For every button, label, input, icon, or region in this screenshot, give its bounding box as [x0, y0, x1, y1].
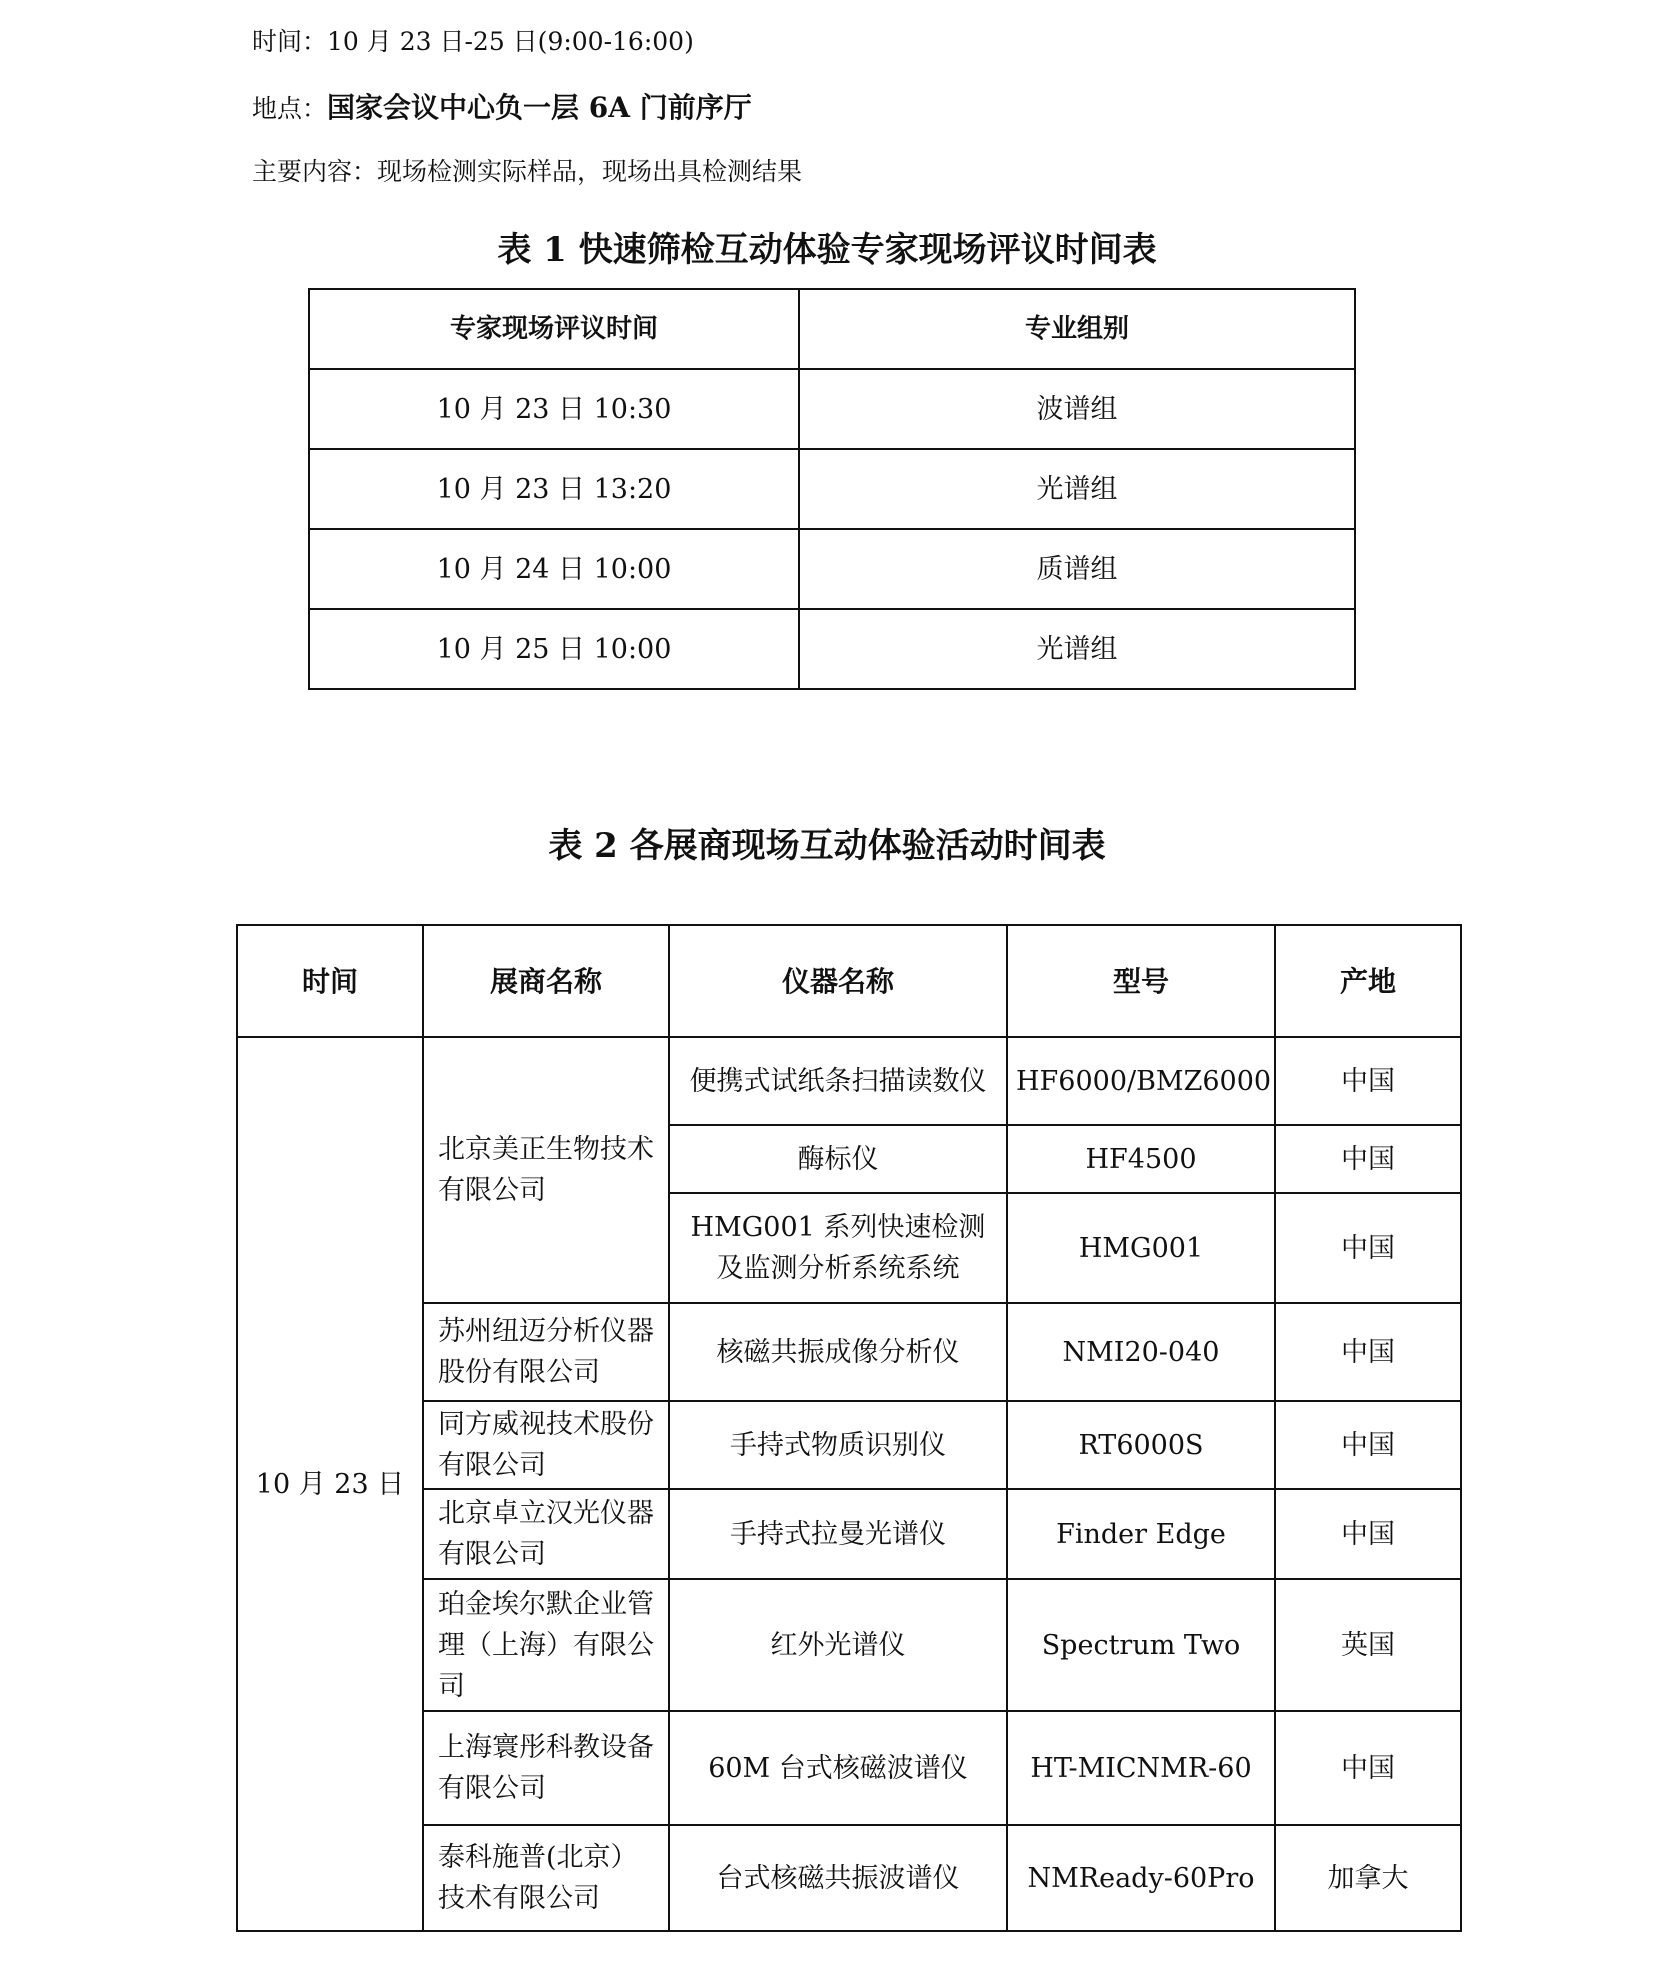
origin: 中国: [1275, 1193, 1461, 1303]
model: HT-MICNMR-60: [1007, 1711, 1275, 1825]
table-row: [309, 449, 1355, 529]
review-group: 光谱组: [799, 449, 1355, 529]
model: NMI20-040: [1007, 1303, 1275, 1401]
table2-caption: 表 2 各展商现场互动体验活动时间表: [548, 826, 1106, 866]
origin: 中国: [1275, 1711, 1461, 1825]
place-label: 地点：: [252, 94, 328, 123]
model: HMG001: [1007, 1193, 1275, 1303]
exhibitor-name: 上海寰彤科教设备有限公司: [423, 1711, 669, 1825]
origin: 英国: [1275, 1579, 1461, 1711]
origin: 加拿大: [1275, 1825, 1461, 1931]
origin: 中国: [1275, 1125, 1461, 1193]
instrument-name: 便携式试纸条扫描读数仪: [669, 1037, 1007, 1125]
instrument-name: HMG001 系列快速检测及监测分析系统系统: [669, 1193, 1007, 1303]
header-time: 时间: [237, 925, 423, 1037]
table-row: [309, 609, 1355, 689]
header-review-time: 专家现场评议时间: [309, 289, 799, 369]
table-row: [237, 1037, 1461, 1125]
instrument-name: 60M 台式核磁波谱仪: [669, 1711, 1007, 1825]
header-instrument: 仪器名称: [669, 925, 1007, 1037]
event-content-line: [252, 152, 802, 188]
content-label: 主要内容：: [252, 157, 378, 186]
origin: 中国: [1275, 1303, 1461, 1401]
exhibitor-name: 同方威视技术股份有限公司: [423, 1401, 669, 1489]
table1-caption: 表 1 快速筛检互动体验专家现场评议时间表: [497, 230, 1157, 270]
header-exhibitor: 展商名称: [423, 925, 669, 1037]
model: HF6000/BMZ6000: [1007, 1037, 1275, 1125]
instrument-name: 核磁共振成像分析仪: [669, 1303, 1007, 1401]
review-time: 10 月 23 日 10:30: [309, 369, 799, 449]
review-time: 10 月 24 日 10:00: [309, 529, 799, 609]
expert-review-schedule-table: [308, 288, 1356, 690]
table-row: [309, 369, 1355, 449]
exhibitor-activity-schedule-table: [236, 924, 1462, 1932]
origin: 中国: [1275, 1401, 1461, 1489]
content-value: 现场检测实际样品，现场出具检测结果: [377, 157, 803, 186]
model: Finder Edge: [1007, 1489, 1275, 1579]
table-header-row: [309, 289, 1355, 369]
review-group: 质谱组: [799, 529, 1355, 609]
date-cell: 10 月 23 日: [237, 1037, 423, 1931]
origin: 中国: [1275, 1489, 1461, 1579]
model: HF4500: [1007, 1125, 1275, 1193]
review-time: 10 月 25 日 10:00: [309, 609, 799, 689]
header-group: 专业组别: [799, 289, 1355, 369]
exhibitor-name: 苏州纽迈分析仪器股份有限公司: [423, 1303, 669, 1401]
model: Spectrum Two: [1007, 1579, 1275, 1711]
event-place-line: [252, 86, 752, 126]
place-value: 国家会议中心负一层 6A 门前序厅: [327, 91, 752, 124]
exhibitor-name: 珀金埃尔默企业管理（上海）有限公司: [423, 1579, 669, 1711]
instrument-name: 手持式拉曼光谱仪: [669, 1489, 1007, 1579]
exhibitor-name: 北京卓立汉光仪器有限公司: [423, 1489, 669, 1579]
table-header-row: [237, 925, 1461, 1037]
time-label: 时间：: [252, 27, 328, 56]
table-row: [309, 529, 1355, 609]
instrument-name: 手持式物质识别仪: [669, 1401, 1007, 1489]
review-group: 波谱组: [799, 369, 1355, 449]
exhibitor-name: 北京美正生物技术有限公司: [423, 1037, 669, 1303]
exhibitor-name: 泰科施普(北京）技术有限公司: [423, 1825, 669, 1931]
instrument-name: 台式核磁共振波谱仪: [669, 1825, 1007, 1931]
instrument-name: 酶标仪: [669, 1125, 1007, 1193]
event-time-line: [252, 22, 694, 58]
header-origin: 产地: [1275, 925, 1461, 1037]
model: NMReady-60Pro: [1007, 1825, 1275, 1931]
origin: 中国: [1275, 1037, 1461, 1125]
review-group: 光谱组: [799, 609, 1355, 689]
model: RT6000S: [1007, 1401, 1275, 1489]
time-value: 10 月 23 日-25 日(9:00-16:00): [327, 27, 694, 56]
instrument-name: 红外光谱仪: [669, 1579, 1007, 1711]
header-model: 型号: [1007, 925, 1275, 1037]
review-time: 10 月 23 日 13:20: [309, 449, 799, 529]
